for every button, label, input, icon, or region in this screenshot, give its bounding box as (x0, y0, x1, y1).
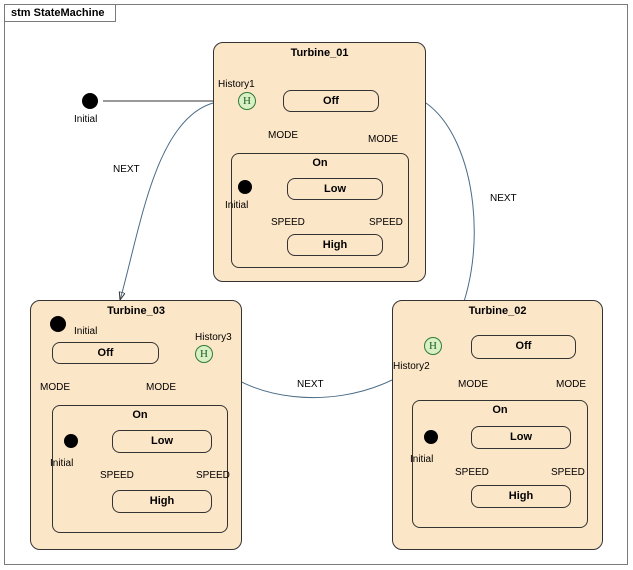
state-turbine-03-low[interactable] (112, 430, 212, 453)
transition-label-t03-mode-up: MODE (146, 382, 176, 393)
transition-label-t02-mode-down: MODE (458, 379, 488, 390)
transition-label-t03-speed-down: SPEED (100, 470, 134, 481)
state-turbine-02-on-initial-label: Initial (410, 454, 434, 465)
state-turbine-03-initial[interactable] (50, 316, 66, 332)
transition-label-t03-mode-down: MODE (40, 382, 70, 393)
state-turbine-03-off[interactable] (52, 342, 159, 364)
state-turbine-02-off-label: Off (515, 340, 532, 352)
state-turbine-01-low-label: Low (324, 183, 346, 195)
transition-label-t02-mode-up: MODE (556, 379, 586, 390)
history1-glyph: H (243, 95, 251, 107)
state-turbine-03-high[interactable] (112, 490, 212, 513)
history1-label: History1 (218, 79, 255, 90)
state-turbine-03-off-label: Off (97, 347, 114, 359)
state-turbine-02-low[interactable] (471, 426, 571, 449)
state-turbine-03-on-initial-label: Initial (50, 458, 74, 469)
state-turbine-01-high-label: High (322, 239, 348, 251)
history3-pseudostate[interactable] (195, 345, 213, 363)
state-turbine-01-on-initial[interactable] (238, 180, 252, 194)
transition-label-t01-mode-down: MODE (268, 130, 298, 141)
state-turbine-01-high[interactable] (287, 234, 383, 256)
state-turbine-02-on[interactable] (412, 400, 588, 528)
state-turbine-02-high-label: High (508, 490, 534, 502)
state-turbine-02-high[interactable] (471, 485, 571, 508)
transition-label-t02-speed-up: SPEED (551, 467, 585, 478)
start-initial-node[interactable] (82, 93, 98, 109)
state-turbine-02-title: Turbine_02 (468, 305, 527, 317)
history3-label: History3 (195, 332, 232, 343)
transition-label-t03-speed-up: SPEED (196, 470, 230, 481)
state-turbine-01-on-title: On (312, 157, 328, 169)
history2-pseudostate[interactable] (424, 337, 442, 355)
history1-pseudostate[interactable] (238, 92, 256, 110)
transition-label-t01-speed-up: SPEED (369, 217, 403, 228)
state-turbine-01-on-initial-label: Initial (225, 200, 249, 211)
state-turbine-03-on-initial[interactable] (64, 434, 78, 448)
transition-label-next-2: NEXT (490, 193, 517, 204)
transition-label-t01-speed-down: SPEED (271, 217, 305, 228)
transition-label-next-1: NEXT (113, 164, 140, 175)
transition-label-t02-speed-down: SPEED (455, 467, 489, 478)
state-turbine-01-off-label: Off (323, 95, 339, 107)
state-turbine-02-off[interactable] (471, 335, 576, 359)
history2-label: History2 (393, 361, 430, 372)
state-turbine-02-on-initial[interactable] (424, 430, 438, 444)
state-turbine-02-on-title: On (492, 404, 508, 416)
start-initial-label: Initial (74, 114, 98, 125)
transition-label-next-3: NEXT (297, 379, 324, 390)
state-turbine-01-off[interactable] (283, 90, 379, 112)
state-turbine-01-low[interactable] (287, 178, 383, 200)
state-turbine-02-low-label: Low (510, 431, 532, 443)
history3-glyph: H (200, 348, 208, 360)
state-turbine-01-title: Turbine_01 (290, 47, 349, 59)
state-turbine-03-on-title: On (132, 409, 148, 421)
transition-label-t01-mode-up: MODE (368, 134, 398, 145)
state-turbine-03-on[interactable] (52, 405, 228, 533)
state-turbine-03-initial-label: Initial (74, 326, 98, 337)
history2-glyph: H (429, 340, 437, 352)
state-turbine-03-title: Turbine_03 (107, 305, 165, 317)
state-turbine-03-high-label: High (149, 495, 175, 507)
diagram-frame-label: stm StateMachine (4, 4, 116, 22)
state-turbine-03-low-label: Low (151, 435, 173, 447)
